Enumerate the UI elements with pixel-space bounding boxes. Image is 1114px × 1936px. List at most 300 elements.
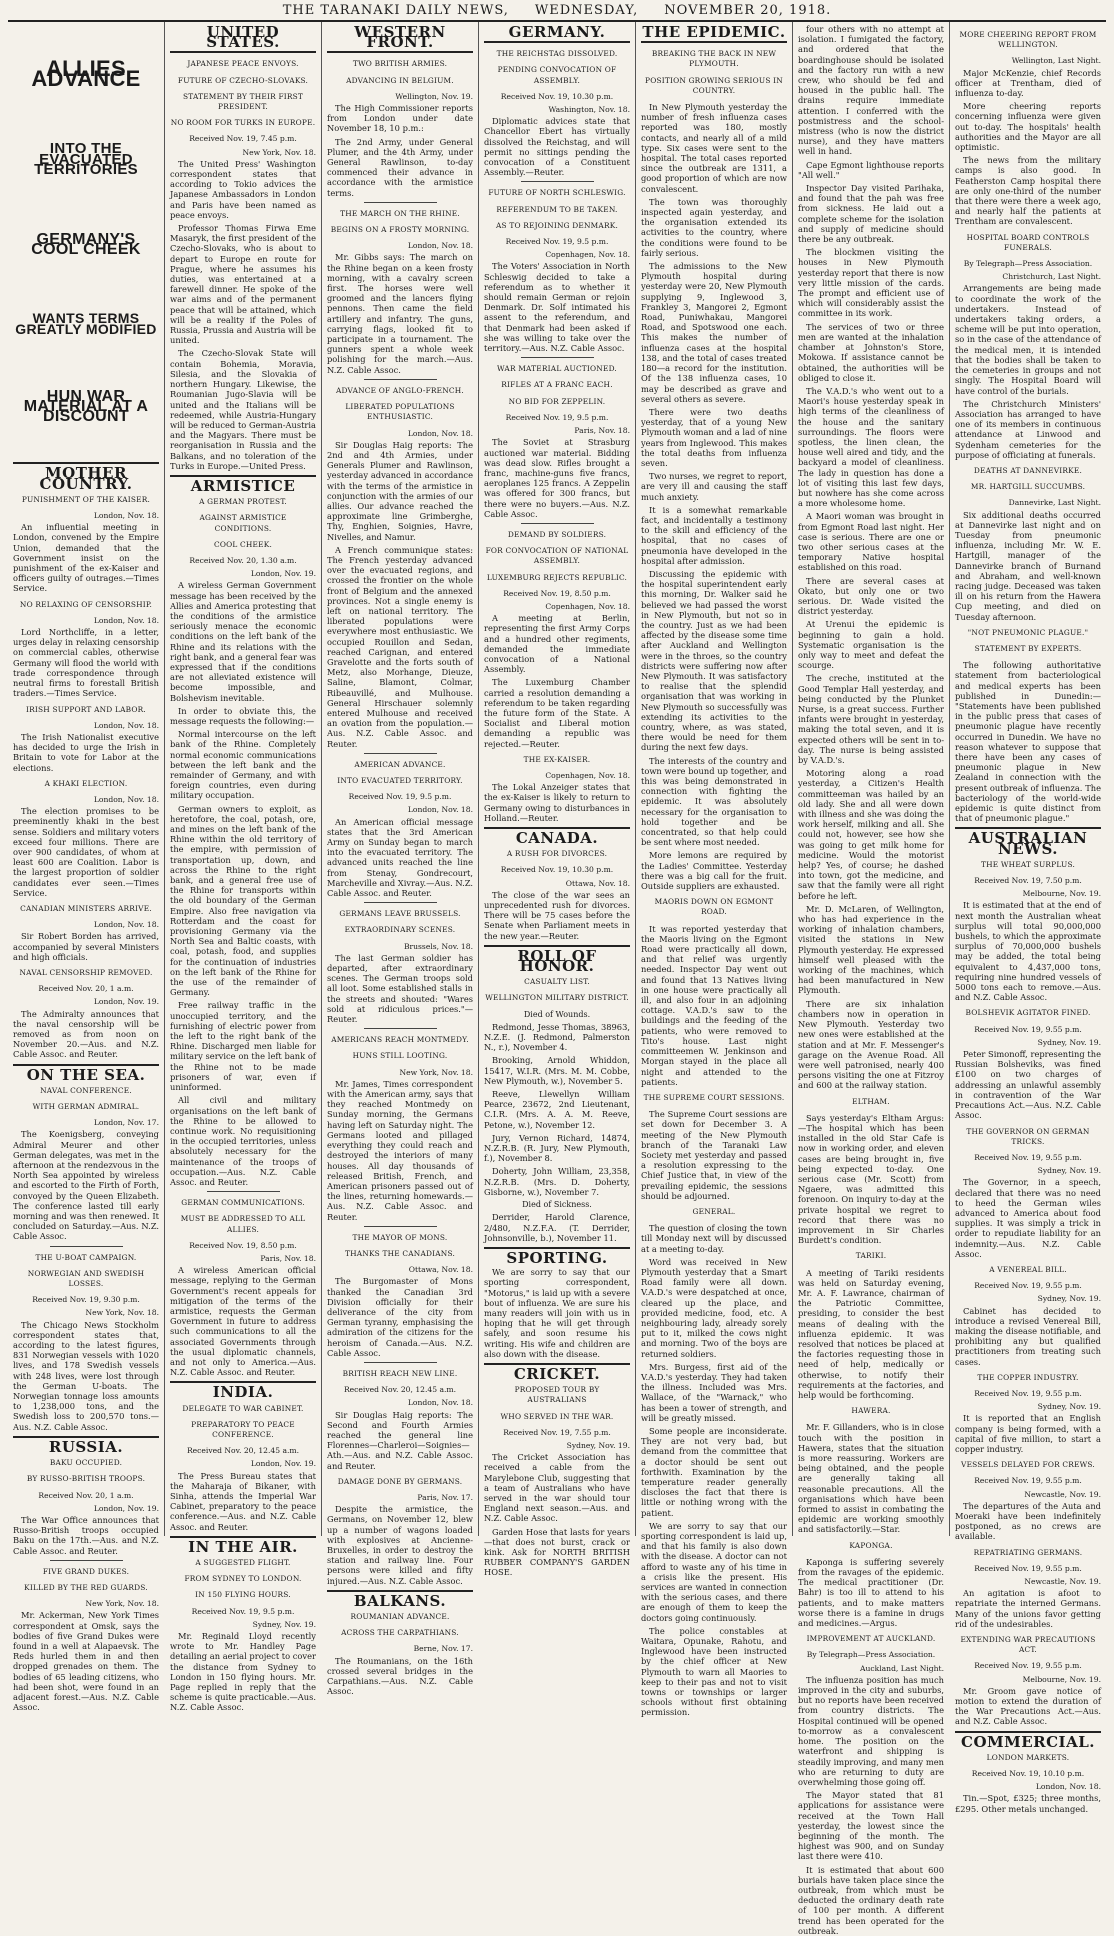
article-paragraph: All civil and military organisations on the left bank of the Rhine to be allowed to continue work. No requisitioning in the occupied territories, unless absolutely necessary for the maintenance of the troops of occupation.—Aus. N.Z. Cable Assoc. and Reuter. [170, 1095, 316, 1187]
article-paragraph: Discussing the epidemic with the hospital superintendent early this morning, Dr. Walker said he believed we had passed the worst in New Plymouth, but not so in the country. Just as we had been affected by the disease some time after Auckland and Wellington were in the throes, so the country districts were suffering now after New Plymouth. It was satisfactory to realise that the splendid organisation that was working in New Plymouth so successfully was extending its activities to the country, where, as was stated, there would be need for them during the next few days. [641, 568, 787, 753]
article-paragraph: Mr. F. Gillanders, who is in close touch with the position in Hawera, states that the situation is more reassuring. Workers are being obtained, and the people are generally taking all reasonable precautions. All the organisations which have been formed to assist in combating the epidemic are working smoothly and satisfactorily.—Star. [798, 1422, 944, 1535]
subheading: DEATHS AT DANNEVIRKE. [973, 465, 1083, 475]
subheading: POSITION GROWING SERIOUS IN COUNTRY. [645, 75, 783, 95]
subheading: INTO EVACUATED TERRITORY. [337, 776, 463, 785]
article-paragraph: Free railway traffic in the unoccupied territory, and the furnishing of electric power from the left to the right bank of the Rhine. Discharged men liable for military service on the left bank of the Rhine not to be made prisoners of war, even if uninformed. [170, 1000, 316, 1093]
divider [50, 1560, 123, 1561]
subheading: STATEMENT BY THEIR FIRST PRESIDENT. [182, 91, 304, 112]
article-paragraph: In New Plymouth yesterday the number of fresh influenza cases reported was 180, mostly contacts, and nearly all of a mild type. Six cases were sent to the hospital. The total cases reported since the outbreak are 1311, a good proportion of which are now convalescent. [641, 102, 787, 194]
subheading: REFERENDUM TO BE TAKEN. [496, 204, 618, 214]
divider [327, 51, 473, 53]
dateline: London, Nov. 18. [1035, 1782, 1101, 1792]
article-paragraph: The Supreme Court sessions are set down for December 3. A meeting of the New Plymouth branch of the Taranaki Law Society met yesterday and passed a resolution expressing to the Chief Justice that, in view of the prevailing epidemic, the sessions should be adjourned. [641, 1109, 787, 1201]
dateline: Sydney, Nov. 19. [252, 1619, 316, 1629]
dateline: Copenhagen, Nov. 18. [545, 250, 630, 260]
article-paragraph: At Urenui the epidemic is beginning to gain a hold. Systematic organisation is the only way to meet and defeat the scourge. [798, 619, 944, 671]
article-paragraph: An influential meeting in London, convened by the Empire Union, demanded that the Government insist on the punishment of the ex-Kaiser and officers guilty of outrages.—Times Service. [13, 522, 159, 594]
subheading: HOSPITAL BOARD CONTROLS FUNERALS. [966, 232, 1090, 252]
article-paragraph: The 2nd Army, under General Plumer, and the 4th Army, under General Rawlinson, to-day commenced their advance in accordance with the armistice terms. [327, 136, 473, 198]
dateline: London, Nov. 19. [93, 997, 159, 1007]
subheading: NAVAL CENSORSHIP REMOVED. [19, 967, 153, 977]
dateline: London, Nov. 18. [407, 1398, 473, 1408]
dateline: London, Nov. 18. [93, 920, 159, 930]
divider [364, 379, 437, 380]
article-paragraph: The blockmen visiting the houses in New Plymouth yesterday report that there is now very little mission of the cards. The prompt and efficient use of which will considerably assist the committee in its work. [798, 247, 944, 319]
subheading: KILLED BY THE RED GUARDS. [24, 1582, 148, 1592]
dateline: Wellington, Nov. 19. [395, 91, 473, 101]
agency-line: By Telegraph—Press Association. [806, 1650, 936, 1660]
dateline: London, Nov. 18. [407, 805, 473, 815]
article-paragraph: There were two deaths yesterday, that of a young New Plymouth woman and a lad of nine years from Inglewood. This makes the total deaths from influenza seven. [641, 406, 787, 468]
divider [364, 1028, 437, 1029]
article-paragraph: Mrs. Burgess, first aid of the V.A.D.'s yesterday. They had taken the illness. Included was Mrs. Wallace, of the "Warnack," who has been a tower of strength, and will be greatly missed. [641, 1361, 787, 1423]
subheading: LONDON MARKETS. [986, 1752, 1070, 1762]
received-line: Received Nov. 19, 9.5 p.m. [348, 792, 452, 802]
subheading: IMPROVEMENT AT AUCKLAND. [806, 1634, 936, 1644]
subheading: BY RUSSO-BRITISH TROOPS. [26, 1474, 146, 1484]
divider [364, 202, 437, 203]
article-paragraph: The Koenigsberg, conveying Admiral Meurer and other German delegates, was met in the afternoon at the rendezvous in the North Sea appointed by wireless and escorted to the Firth of Forth, convoyed by the Queen Elizabeth. The conference lasted till early morning and was then renewed. It concluded on Saturday.—Aus. N.Z. Cable Assoc. [13, 1129, 159, 1242]
column-4 [479, 22, 636, 1578]
subheading: PROPOSED TOUR BY AUSTRALIANS [514, 1385, 600, 1405]
subheading: BREAKING THE BACK IN NEW PLYMOUTH. [651, 49, 777, 69]
subheading: WITH GERMAN ADMIRAL. [32, 1102, 140, 1111]
section-title: BALKANS. [353, 1591, 447, 1610]
section-title: SPORTING. [506, 1248, 608, 1267]
subheading: ADVANCING IN BELGIUM. [346, 75, 454, 85]
divider [521, 181, 594, 182]
subheading: FUTURE OF CZECHO-SLOVAKS. [177, 75, 309, 85]
subheading: REPATRIATING GERMANS. [973, 1547, 1083, 1557]
paper-day: WEDNESDAY, [534, 2, 639, 18]
dateline: Washington, Nov. 18. [548, 105, 630, 115]
casualty-entry: Brooking, Arnold Whiddon, 15417, W.I.R. (Mrs. M. M. Cobbe, New Plymouth, w.), November 5. [484, 1055, 630, 1086]
subheading: WELLINGTON MILITARY DISTRICT. [485, 993, 629, 1003]
divider [364, 902, 437, 903]
dateline: New York, Nov. 18. [85, 1308, 159, 1318]
article-paragraph: Arrangements are being made to coordinate the work of the undertakers. Instead of undertakers taking orders, a scheme will be put into operation, so in the case of the attendance of the medical men, it is intended that the bodies shall be taken to the cemeteries in groups and not singly. The Hospital Board will have control of the burials. [955, 283, 1101, 396]
divider [207, 1191, 280, 1192]
subheading: PENDING CONVOCATION OF ASSEMBLY. [497, 65, 617, 85]
article-paragraph: A meeting of Tariki residents was held on Saturday evening, Mr. A. F. Lawrance, chairman of the Patriotic Committee, presiding, to consider the best means of dealing with the influenza epidemic. It was resolved that notices be placed at the factories requesting those in need of help, medically or otherwise, to notify their requirements at the factories, and help would be forthcoming. [798, 1267, 944, 1400]
received-line: Received Nov. 20, 12.45 a.m. [186, 1446, 300, 1456]
article-paragraph: The news from the military camps is also good. In Featherston Camp hospital there are only one-third of the number that there were there a week ago, and nearly half the patients at Trentham are convalescent. [955, 155, 1101, 227]
subheading: A SUGGESTED FLIGHT. [195, 1558, 291, 1568]
subheading: MAORIS DOWN ON EGMONT ROAD. [654, 897, 774, 917]
received-line: Received Nov. 19, 10.30 p.m. [500, 865, 614, 875]
section-title: THE EPIDEMIC. [642, 23, 786, 41]
article-paragraph: Six additional deaths occurred at Dannevirke last night and on Tuesday from pneumonic influenza, including Mr. W. E. Hartgill, manager of the Dannevirke branch of Burnand and Abraham, and well-known racing judge. Deceased was taken ill on his return from the Hawera Cup meeting, and died on Tuesday afternoon. [955, 509, 1101, 622]
subheading: THE U-BOAT CAMPAIGN. [35, 1252, 137, 1262]
subheading: KAPONGA. [849, 1540, 893, 1550]
subheading: BEGINS ON A FROSTY MORNING. [330, 225, 470, 235]
received-line: Received Nov. 19, 9.55 p.m. [974, 1388, 1082, 1398]
article-paragraph: Despite the armistice, the Germans, on November 12, blew up a number of wagons loaded with explosives at Ancienne-Bruxelles, in order to destroy the station and railway line. Four persons were killed and fifty injured.—Aus. N.Z. Cable Assoc. [327, 1504, 473, 1586]
article-paragraph: Kaponga is suffering severely from the ravages of the epidemic. The medical practitioner (Dr. Bahr) is too ill to attend to his patients, and to make matters worse there is a famine in drugs and medicines.—Argus. [798, 1556, 944, 1629]
casualty-entry: Redmond, Jesse Thomas, 38963, N.Z.E. (J. Redmond, Palmerston N., r.), November 4. [484, 1021, 630, 1053]
article-paragraph: The Voters' Association in North Schleswig decided to take a referendum as to whether it should remain German or rejoin Denmark. Dr. Solf intimated his assent to the referendum, and that Denmark had been asked if she was willing to take over the territory.—Aus. N.Z. Cable Assoc. [484, 261, 630, 354]
received-line: Received Nov. 19, 9.5 p.m. [505, 412, 609, 422]
section-title: COMMERCIAL. [961, 1732, 1095, 1751]
subheading: ROUMANIAN ADVANCE. [350, 1612, 450, 1622]
dateline: Dannevirke, Last Night. [1008, 498, 1101, 508]
dateline: Paris, Nov. 17. [417, 1492, 473, 1502]
received-line: Received Nov. 19, 9.55 p.m. [974, 1281, 1082, 1291]
article-paragraph: The Irish Nationalist executive has decided to urge the Irish in Britain to vote for Labor at the elections. [13, 731, 159, 773]
paper-title: THE TARANAKI DAILY NEWS, [282, 2, 509, 18]
received-line: Received Nov. 19, 10.30 p.m. [500, 91, 614, 101]
casualty-entry: Derrider, Harold Clarence, 2/480, N.Z.F.A. (T. Derrider, Johnsonville, b.), November 11. [484, 1212, 630, 1243]
article-paragraph: More lemons are required by the Ladies' Committee. Yesterday there was a big call for the fruit. Outside suppliers are exhausted. [641, 850, 787, 892]
dateline: London, Nov. 19. [250, 1459, 316, 1469]
subheading: THE MAYOR OF MONS. [352, 1232, 448, 1242]
divider [521, 523, 594, 524]
dateline: New York, Nov. 18. [242, 147, 316, 157]
article-paragraph: Sir Douglas Haig reports: The 2nd and 4th Armies, under Generals Plumer and Rawlinson, yesterday advanced in accordance with the terms of the armistice in conjunction with the armies of our allies. Our advance reached the approximate line Grimberghe, Thy, Enghien, Soignies, Havre, Nivelles, and Namur. [327, 439, 473, 542]
dateline: Berne, Nov. 17. [413, 1644, 473, 1654]
subheading: MR. HARTGILL SUCCUMBS. [970, 482, 1086, 492]
dateline: London, Nov. 18. [93, 615, 159, 625]
divider [170, 51, 316, 53]
dateline: London, Nov. 17. [93, 1118, 159, 1128]
article-paragraph: Motoring along a road yesterday, a Citizen's Health committeeman was hailed by an old lady. She and all were down with illness and she was doing the work herself, milking and all. She could not, however, see how she was going to get milk home for medicine. Would the motorist help? Yes, of course; he dashed into town, got the medicine, and saw that the family were all right before he left. [798, 768, 944, 901]
article-paragraph: The services of two or three men are wanted at the inhalation chamber at Johnston's Store, Mokowa. If assistance cannot be obtained, the authorities will be obliged to close it. [798, 321, 944, 383]
section-title: AUSTRALIAN NEWS. [968, 829, 1088, 858]
section-title: RUSSIA. [48, 1437, 124, 1456]
subheading: TWO BRITISH ARMIES. [352, 59, 448, 69]
subheading: NORWEGIAN AND SWEDISH LOSSES. [27, 1268, 145, 1289]
received-line: Received Nov. 19, 7.55 p.m. [503, 1427, 611, 1437]
subheading: RIFLES AT A FRANC EACH. [501, 380, 613, 390]
article-paragraph: The following authoritative statement from bacteriological and medical experts has been published in Dunedin:— "Statements have been published in the public press that cases of pneumonic plague have recently occurred in Dunedin. We have no reason whatever to suppose that there have been any cases of pneumonic plague in New Zealand in connection with the present outbreak of influenza. The bacteriology of the world-wide epidemic is quite distinct from that of pneumonic plague." [955, 660, 1101, 824]
subheading: EXTRAORDINARY SCENES. [344, 925, 456, 935]
section-title: CRICKET. [513, 1364, 601, 1383]
subheading: A RUSH FOR DIVORCES. [506, 849, 608, 859]
subheading: WAR MATERIAL AUCTIONED. [497, 364, 617, 374]
article-paragraph: The election promises to be preeminently khaki in the best sense. Soldiers and military voters exceed four millions. There are over 900 candidates, of whom at least 600 are Coalition. Labor is the largest proportion of soldier candidates ever seen.—Times Service. [13, 806, 159, 898]
dateline: Ottawa, Nov. 18. [408, 1265, 473, 1275]
article-paragraph: Major McKenzie, chief Records officer at Trentham, died of influenza to-day. [955, 67, 1101, 99]
subheading: MUST BE ADDRESSED TO ALL ALLIES. [180, 1214, 306, 1234]
article-paragraph: Lord Northcliffe, in a letter, urges delay in relaxing censorship on commercial cables, otherwise Germany will flood the world with trade correspondence through neutral firms to forestall British traders.—Times Service. [13, 627, 159, 699]
received-line: Received Nov. 20, 12.45 a.m. [343, 1385, 457, 1395]
article-paragraph: The Admiralty announces that the naval censorship will be removed as from noon on November 20.—Aus. and N.Z. Cable Assoc. and Reuter. [13, 1008, 159, 1060]
article-paragraph: There are six inhalation chambers now in operation in New Plymouth. Yesterday two new ones were established at the station and at Mr. F. Messenger's garage on the Avenue Road. All were well patronised, nearly 400 persons visiting the one at Fitzroy and 600 at the railway station. [798, 998, 944, 1091]
subheading: HAWERA. [851, 1406, 891, 1416]
article-paragraph: The Chicago News Stockholm correspondent states that, according to the latest figures, 831 Norwegian vessels with 1020 lives, and 178 Swedish vessels with 248 lives, were lost through the German U-boats. The Norwegian tonnage loss amounts to 1,238,000 tons, and the Swedish loss to 200,570 tons.—Aus. N.Z. Cable Assoc. [13, 1319, 159, 1432]
received-line: Received Nov. 19, 8.50 p.m. [503, 588, 611, 598]
article-paragraph: In order to obviate this, the message requests the following:— [170, 705, 316, 726]
article-paragraph: The Cricket Association has received a cable from the Marylebone Club, suggesting that a team of Australians who have served in the war should tour England next season.—Aus. and N.Z. Cable Assoc. [484, 1452, 630, 1524]
received-line: Received Nov. 19, 9.55 p.m. [974, 1024, 1082, 1034]
received-line: Received Nov. 20, 1.30 a.m. [189, 555, 297, 565]
subheading: A VENEREAL BILL. [989, 1264, 1067, 1274]
article-paragraph: The Mayor stated that 81 applications for assistance were received at the Town Hall yesterday, the lowest since the beginning of the month. The highest was 900, and on Sunday last there were 410. [798, 1790, 944, 1862]
dateline: Wellington, Last Night. [1011, 56, 1101, 66]
article-paragraph: Inspector Day visited Parihaka, and found that the pah was free from sickness. He laid out a complete scheme for the isolation and supply of medicine should there be any outbreak. [798, 183, 944, 245]
dateline: Newcastle, Nov. 19. [1024, 1489, 1101, 1499]
article-paragraph: Peter Simonoff, representing the Russian Bolsheviks, was fined £100 on two charges of addressing an unlawful assembly in contravention of the War Precautions Act.—Aus. N.Z. Cable Assoc. [955, 1049, 1101, 1121]
article-paragraph: More cheering reports concerning influenza were given out to-day. The hospitals' health authorities and the Mayor are all optimistic. [955, 101, 1101, 153]
subheading: PREPARATORY TO PEACE CONFERENCE. [191, 1419, 295, 1439]
article-paragraph: A wireless German Government message has been received by the Allies and America protesting that the conditions of the armistice seriously menace the economic conditions on the left bank of the Rhine and its relations with the right bank, and a general fear was expressed that if the conditions are not alleviated existence will become impossible, and Bolshevism inevitable. [170, 580, 316, 703]
headline-evacuated: INTO THE EVACUATED TERRITORIES [34, 140, 138, 178]
dateline: Sydney, Nov. 19. [1037, 1037, 1101, 1047]
subheading: THE COPPER INDUSTRY. [977, 1372, 1079, 1382]
subheading: AMERICAN ADVANCE. [354, 759, 446, 769]
subheading: THE GOVERNOR ON GERMAN TRICKS. [966, 1126, 1090, 1146]
subheading: NO ROOM FOR TURKS IN EUROPE. [170, 118, 316, 128]
article-paragraph: The Burgomaster of Mons thanked the Canadian 3rd Division officially for their deliverance of the city from German tyranny, emphasising the admiration of the citizens for the heroism of Canada.—Aus. N.Z. Cable Assoc. [327, 1276, 473, 1358]
dateline: Sydney, Nov. 19. [1037, 1166, 1101, 1176]
article-paragraph: The Press Bureau states that the Maharaja of Bikaner, with Sinha, attends the Imperial War Cabinet, preparatory to the peace conference.—Aus. and N.Z. Cable Assoc. and Reuter. [170, 1470, 316, 1532]
subheading: PUNISHMENT OF THE KAISER. [21, 494, 151, 504]
subheading: BRITISH REACH NEW LINE. [342, 1368, 458, 1378]
article-paragraph: We are sorry to say that our sporting correspondent, "Motorus," is laid up with a severe bout of influenza. We are sure his many readers will join with us in hoping that he will get through safely, and soon resume his writing. His wife and children are also down with the disease. [484, 1267, 630, 1359]
article-paragraph: The Governor, in a speech, declared that there was no need to heed the German wiles advanced to America about food supplies. It was simply a trick in order to repudiate liability for an indemnity.—Aus. N.Z. Cable Assoc. [955, 1177, 1101, 1259]
article-paragraph: four others with no attempt at isolation. I fumigated the factory, and ordered that the boardinghouse should be isolated and the factory run with a new crew, who should be fed and housed in the public hall. The drains require immediate attention. I conferred with the postmistress and the school-mistress (who is now the district nurse), and they have matters well in hand. [798, 24, 944, 157]
article-paragraph: Mr. D. McLaren, of Wellington, who has had experience in the working of inhalation chambers, visited the stations in New Plymouth yesterday. He expressed himself well pleased with the working of the machines, which had been manufactured in New Plymouth. [798, 903, 944, 996]
received-line: Received Nov. 19, 9.30 p.m. [32, 1295, 140, 1305]
subheading: STATEMENT BY EXPERTS. [974, 643, 1082, 653]
dateline: London, Nov. 18. [407, 428, 473, 438]
article-paragraph: The Luxemburg Chamber carried a resolution demanding a referendum to be taken regarding the future form of the State. A Socialist and Liberal motion demanding a republic was rejected.—Reuter. [484, 677, 630, 749]
subheading: COOL CHEEK. [214, 539, 272, 549]
article-paragraph: The last German soldier has departed, after extraordinary scenes. The German troops sold all loot. Some established stalls in the streets and shouted: "Wares sold at ridiculous prices."—Reuter. [327, 952, 473, 1025]
subheading: THE EX-KAISER. [523, 754, 591, 764]
received-line: Received Nov. 19, 9.5 p.m. [191, 1606, 295, 1616]
dateline: Sydney, Nov. 19. [1037, 1402, 1101, 1412]
article-paragraph: The War Office announces that Russo-British troops occupied Baku on the 17th.—Aus. and N.Z. Cable Assoc. and Reuter. [13, 1514, 159, 1556]
section-title: ROLL OF HONOR. [517, 946, 597, 976]
dateline: Paris, Nov. 18. [574, 426, 630, 436]
article-paragraph: Some people are inconsiderate. They are not very bad, but demand from the committee that a doctor should be sent out forthwith. Examination by the temperature reader generally discloses the fact that there is little or nothing wrong with the patient. [641, 1426, 787, 1518]
subheading: LIBERATED POPULATIONS ENTHUSIASTIC. [345, 402, 455, 422]
subheading: JAPANESE PEACE ENVOYS. [187, 59, 299, 69]
subheading: FIVE GRAND DUKES. [42, 1566, 130, 1576]
headline-allies-advance: ALLIES ADVANCE [31, 56, 141, 92]
dateline: Newcastle, Nov. 19. [1024, 1577, 1101, 1587]
dateline: London, Nov. 19. [93, 1503, 159, 1513]
paper-date: NOVEMBER 20, 1918. [664, 2, 832, 18]
subheading: BOLSHEVIK AGITATOR FINED. [965, 1008, 1091, 1018]
dateline: London, Nov. 18. [93, 720, 159, 730]
article-paragraph: The Czecho-Slovak State will contain Bohemia, Moravia, Silesia, and the Slovakia of northern Hungary. Likewise, the Roumanian Jugo-Slavia will be united and the Italians will be redeemed, while Austria-Hungary will be reduced to German-Austria and the Magyars. There must be reorganisation in Russia and the Balkans, and no toleration of the Turks in Europe.—United Press. [170, 348, 316, 471]
headline-war-material: HUN WAR MATERIAL AT A DISCOUNT [23, 387, 149, 426]
article-paragraph: A Maori woman was brought in from Egmont Road last night. Her case is serious. There are one or two other serious cases at the temporary Native hospital established on this road. [798, 511, 944, 573]
article-paragraph: The Soviet at Strasburg auctioned war material. Bidding was dead slow. Rifles brought a franc, machine-guns five francs, aeroplanes 125 francs. A Zeppelin was offered for 300 francs, but there were no buyers.—Aus. N.Z. Cable Assoc. [484, 437, 630, 519]
subheading: BAKU OCCUPIED. [49, 1458, 123, 1468]
divider [364, 753, 437, 754]
casualty-entry: Reeve, Llewellyn William Pearce, 23672, 2nd Lieutenant, C.I.R. (Mrs. A. A. M. Reeve, Petone, w.), November 12. [484, 1089, 630, 1130]
article-paragraph: An agitation is afoot to repatriate the interned Germans. Many of the unions favor getting rid of the undesirables. [955, 1588, 1101, 1629]
article-paragraph: Says yesterday's Eltham Argus:—The hospital which has been installed in the old Star Cafe is now in working order, and eleven cases are being brought in, five being expected to-day. One serious case (Mr. Scott) from Ngaere, was admitted this forenoon. On inquiry to-day at the private hospital we regret to record that there was no improvement in Sir Charles Burdett's condition. [798, 1112, 944, 1246]
article-paragraph: The influenza position has much improved in the city and suburbs, but no reports have been received from country districts. The Hospital continued will be opened to-morrow as a convalescent home. The position on the waterfront and shipping is steadily improving, and many men who are returning to duty are overwhelming those going off. [798, 1674, 944, 1787]
section-title: WESTERN FRONT. [354, 23, 446, 52]
article-paragraph: The police constables at Waitara, Opunake, Rahotu, and Inglewood have been instructed by the chief officer at New Plymouth to warn all Maories to keep to their pas and not to visit towns or townships or larger schools without first obtaining permission. [641, 1625, 787, 1718]
article-paragraph: A meeting at Berlin, representing the first Army Corps and a hundred other regiments, demanded the immediate convocation of a National Assembly. [484, 613, 630, 675]
casualty-entry: Jury, Vernon Richard, 14874, N.Z.R.B. (R. Jury, New Plymouth, f.), November 8. [484, 1132, 630, 1164]
subheading: VESSELS DELAYED FOR CREWS. [961, 1460, 1095, 1470]
subheading: NO RELAXING OF CENSORSHIP. [19, 599, 153, 609]
article-paragraph: The creche, instituted at the Good Templar Hall yesterday, and being conducted by the Plunket Nurse, is a great success. Further infants were brought in yesterday, making the total seven, and it is expected others will be sent in to-day. The nurse is being assisted by V.A.D.'s. [798, 673, 944, 766]
section-title: GERMANY. [508, 23, 606, 41]
dateline: Christchurch, Last Night. [1002, 272, 1101, 282]
article-paragraph: Word was received in New Plymouth yesterday that a Smart Road family were all down. V.A.D.'s were despatched at once, cleared up the place, and provided medicine, food, etc. A neighbouring lady, already sorely put to it, milked the cows night and morning. Two of the boys are returned soldiers. [641, 1256, 787, 1359]
subheading: THE WHEAT SURPLUS. [980, 859, 1076, 869]
article-paragraph: A wireless American official message, replying to the German Government's recent appeals for mitigation of the terms of the armistice, requests the German Government in future to address such communications to all the associated Governments through the usual diplomatic channels, and not only to America.—Aus. N.Z. Cable Assoc. and Reuter. [170, 1265, 316, 1378]
subheading: GERMAN COMMUNICATIONS. [181, 1198, 305, 1208]
article-paragraph: It is estimated that at the end of next month the Australian wheat surplus will total 90,000,000 bushels, to which the approximate surplus of 70,000,000 bushels may be added, the total being equivalent to 4,437,000 tons, requiring nine hundred vessels of 5000 tons each to remove.—Aus. and N.Z. Cable Assoc. [955, 900, 1101, 1003]
subheading: GENERAL. [692, 1206, 736, 1216]
subheading: IRISH SUPPORT AND LABOR. [26, 704, 146, 714]
dateline: New York, Nov. 18. [85, 1599, 159, 1609]
casualty-entry: Doherty, John William, 23,358, N.Z.R.B. (Mrs. D. Doherty, Gisborne, w.), November 7. [484, 1166, 630, 1197]
masthead [8, 0, 1106, 22]
article-paragraph: The Lokal Anzeiger states that the ex-Kaiser is likely to return to Germany owing to disturbances in Holland.—Reuter. [484, 782, 630, 823]
subheading: EXTENDING WAR PRECAUTIONS ACT. [960, 1635, 1096, 1655]
subheading: NAVAL CONFERENCE. [40, 1085, 132, 1095]
article-paragraph: Professor Thomas Firwa Eme Masaryk, the first president of the Czecho-Slovaks, who is about to depart to Europe en route for Prague, where he assumes his duties, was entertained at a farewell dinner. He spoke of the war aims and of the permanent peace that will be attained, which will be a reality if the Poles of Russia, Prussia and Austria will be united. [170, 223, 316, 346]
subheading: LUXEMBURG REJECTS REPUBLIC. [486, 572, 628, 582]
subheading: FROM SYDNEY TO LONDON. [184, 1574, 302, 1584]
section-title: IN THE AIR. [188, 1537, 298, 1556]
article-paragraph: Diplomatic advices state that Chancellor Ebert has virtually dissolved the Reichstag, and will permit no sittings pending the convocation of a Constituent Assembly.—Reuter. [484, 116, 630, 178]
received-line: Received Nov. 19, 7.45 p.m. [189, 134, 297, 144]
subheading: THE SUPREME COURT SESSIONS. [643, 1092, 785, 1102]
article-paragraph: Mr. James, Times correspondent with the American army, says that they reached Montmedy on Sunday morning, the Germans having left on Saturday night. The Germans looted and pillaged everything they could reach and destroyed the interiors of many houses. All day thousands of released British, French, and American prisoners passed out of the lines, returning homewards.—Aus. N.Z. Cable Assoc. and Reuter. [327, 1078, 473, 1222]
column-7 [950, 22, 1106, 1814]
subheading: CANADIAN MINISTERS ARRIVE. [20, 903, 152, 913]
subheading: AMERICANS REACH MONTMEDY. [331, 1035, 469, 1045]
received-line: Received Nov. 19, 7.50 p.m. [974, 876, 1082, 886]
dateline: Auckland, Last Night. [860, 1663, 944, 1673]
column-2 [165, 22, 322, 1713]
divider [641, 41, 787, 43]
article-paragraph: Normal intercourse on the left bank of the Rhine. Completely normal economic communications between the left bank and the remainder of Germany, and with foreign countries, even during military occupation. [170, 729, 316, 801]
subheading: A KHAKI ELECTION. [44, 778, 128, 788]
received-line: Received Nov. 19, 8.50 p.m. [189, 1240, 297, 1250]
divider [364, 1362, 437, 1363]
column-1 [8, 22, 165, 1713]
dateline: Paris, Nov. 18. [260, 1253, 316, 1263]
subheading: A GERMAN PROTEST. [199, 497, 287, 507]
divider [521, 357, 594, 358]
section-title: ON THE SEA. [26, 1065, 146, 1084]
received-line: Received Nov. 20, 1 a.m. [38, 984, 134, 994]
subheading: FOR CONVOCATION OF NATIONAL ASSEMBLY. [485, 546, 629, 566]
article-paragraph: The question of closing the town till Monday next will by discussed at a meeting to-day. [641, 1223, 787, 1254]
article-paragraph: Cabinet has decided to introduce a revised Venereal Bill, making the disease notifiable, and prohibiting any but qualified practitioners from treating such cases. [955, 1305, 1101, 1367]
subheading: Died of Wounds. [523, 1009, 591, 1019]
received-line: Received Nov. 19, 9.55 p.m. [974, 1661, 1082, 1671]
article-paragraph: It is estimated that about 600 burials have taken place since the outbreak, from which must be deducted the ordinary death rate of 100 per month. A different trend has been operated for the outbreak. [798, 1864, 944, 1936]
article-paragraph: Mr. Groom gave notice of motion to extend the duration of the War Precautions Act.—Aus. and N.Z. Cable Assoc. [955, 1685, 1101, 1727]
dateline: Melbourne, Nov. 19. [1022, 1674, 1101, 1684]
article-paragraph: The town was thoroughly inspected again yesterday, and the organisation extended its activities to the country, where the conditions were found to be fairly serious. [641, 196, 787, 258]
subheading: ACROSS THE CARPATHIANS. [341, 1628, 459, 1638]
article-paragraph: The admissions to the New Plymouth hospital during yesterday were 20, New Plymouth supplying 9, Inglewood 3, Frankley 3, Mangorei 2, Egmont Road, Puniwhakau, Mangorei Road, and Spotswood one each. This makes the number of influenza cases at the hospital 138, and the total of cases treated 180—a record for the institution. Of the 138 influenza cases, 10 may be described as grave and several others as severe. [641, 261, 787, 404]
section-title: UNITED STATES. [206, 23, 280, 52]
dateline: Copenhagen, Nov. 18. [545, 601, 630, 611]
article-paragraph: Two nurses, we regret to report, are very ill and causing the staff much anxiety. [641, 471, 787, 502]
subheading: AGAINST ARMISTICE CONDITIONS. [199, 513, 287, 533]
article-paragraph: The V.A.D.'s who went out to a Maori's house yesterday speak in high terms of the cleanliness of the house and the sanitary surroundings. The floors were spotless, the linen clean, the house well aired and tidy, and the backyard a model of cleanliness. The lady in question has done a lot of visiting this last few days, but nowhere has she come across a more wholesome home. [798, 385, 944, 509]
headline-wants-terms: WANTS TERMS GREATLY MODIFIED [15, 310, 157, 337]
dateline: Melbourne, Nov. 19. [1022, 889, 1101, 899]
subheading: Died of Sickness. [522, 1200, 592, 1210]
divider [484, 41, 630, 43]
dateline: London, Nov. 18. [93, 794, 159, 804]
dateline: London, Nov. 18. [93, 511, 159, 521]
article-paragraph: Mr. Ackerman, New York Times correspondent at Omsk, says the bodies of five Grand Dukes were found in a well at Alapaevsk. The Reds hurled them in and then dropped grenades on them. The bodies of 65 leading citizens, who had been shot, were found in an adjacent forest.—Aus. N.Z. Cable Assoc. [13, 1610, 159, 1713]
subheading: ADVANCE OF ANGLO-FRENCH. [336, 385, 464, 395]
received-line: Received Nov. 19, 9.5 p.m. [505, 237, 609, 247]
article-paragraph: The Roumanians, on the 16th crossed several bridges in the Carpathians.—Aus. N.Z. Cable Assoc. [327, 1655, 473, 1697]
subheading: AS TO REJOINING DENMARK. [495, 220, 619, 230]
article-paragraph: It was reported yesterday that the Maoris living on the Egmont Road were practically all down, and that relief was urgently needed. Inspector Day went out and found that 13 Natives living in one house were practically all ill, and also four in an adjoining cottage. V.A.D.'s saw to the buildings and the feeding of the patients, who were removed to Tito's house. Last night committeemen W. Jenkinson and Morgan stayed in the place all night and attended to the patients. [641, 923, 787, 1087]
article-paragraph: Mr. Reginald Lloyd recently wrote to Mr. Handley Page detailing an aerial project to cover the distance from Sydney to London in 150 flying hours. Mr. Page replied in reply that the scheme is quite practicable.—Aus. N.Z. Cable Assoc. [170, 1631, 316, 1713]
advertisement-text: Garden Hose that lasts for years—that does not burst, crack or kink. Ask for NORTH BRITISH RUBBER COMPANY'S GARDEN HOSE. [484, 1526, 630, 1578]
dateline: Brussels, Nov. 18. [403, 941, 473, 951]
subheading: THE MARCH ON THE RHINE. [340, 208, 460, 218]
dateline: London, Nov. 18. [407, 241, 473, 251]
received-line: Received Nov. 19, 10.10 p.m. [971, 1769, 1085, 1779]
dateline: Sydney, Nov. 19. [566, 1440, 630, 1450]
divider [50, 1246, 123, 1247]
subheading: FUTURE OF NORTH SCHLESWIG. [488, 188, 626, 198]
subheading: MORE CHEERING REPORT FROM WELLINGTON. [959, 30, 1097, 50]
subheading: HUNS STILL LOOTING. [352, 1051, 448, 1061]
section-title: CANADA. [515, 829, 599, 847]
subheading: IN 150 FLYING HOURS. [195, 1590, 291, 1600]
subheading: DEMAND BY SOLDIERS. [507, 529, 607, 539]
subheading: DAMAGE DONE BY GERMANS. [337, 1476, 463, 1486]
column-3 [322, 22, 479, 1697]
article-paragraph: Sir Robert Borden has arrived, accompanied by several Ministers and high officials. [13, 931, 159, 962]
subheading: CASUALTY LIST. [524, 977, 590, 987]
dateline: New York, Nov. 18. [399, 1067, 473, 1077]
subheading: DELEGATE TO WAR CABINET. [182, 1403, 304, 1413]
received-line: Received Nov. 20, 1 a.m. [38, 1490, 134, 1500]
article-paragraph: The departures of the Auta and Moeraki have been indefinitely postponed, as no crews are available. [955, 1500, 1101, 1542]
article-paragraph: There are several cases at Okato, but only one or two serious. Dr. Wade visited the district yesterday. [798, 575, 944, 617]
article-paragraph: The close of the war sees an unprecedented rush for divorces. There will be 75 cases before the Senate when Parliament meets in the new year.—Reuter. [484, 889, 630, 941]
subheading: ELTHAM. [852, 1096, 890, 1106]
section-title: INDIA. [212, 1383, 274, 1402]
subheading: NO BID FOR ZEPPELIN. [508, 396, 606, 406]
article-paragraph: The High Commissioner reports from London under date November 18, 10 p.m.: [327, 103, 473, 134]
subheading: WHO SERVED IN THE WAR. [500, 1411, 614, 1421]
article-paragraph: Tin.—Spot, £325; three months, £295. Other metals unchanged. [955, 1793, 1101, 1814]
subheading: THANKS THE CANADIANS. [344, 1248, 456, 1258]
received-line: Received Nov. 19, 9.55 p.m. [974, 1476, 1082, 1486]
dateline: London, Nov. 19. [250, 569, 316, 579]
article-paragraph: It is a somewhat remarkable fact, and incidentally a testimony to the skill and efficiency of the hospital, that no cases of pneumonia have developed in the hospital after admission. [641, 504, 787, 566]
subheading: "NOT PNEUMONIC PLAGUE." [967, 627, 1089, 637]
article-paragraph: The Christchurch Ministers' Association has arranged to have one of its members in continuous attendance at Linwood and Sydenham cemeteries for the purpose of officiating at funerals. [955, 398, 1101, 460]
article-paragraph: Cape Egmont lighthouse reports "All well." [798, 159, 944, 180]
article-paragraph: Sir Douglas Haig reports: The Second and Fourth Armies reached the general line Florennes—Charleroi—Soignies—Ath.—Aus. and N.Z. Cable Assoc. and Reuter. [327, 1409, 473, 1471]
dateline: Ottawa, Nov. 18. [565, 878, 630, 888]
subheading: THE REICHSTAG DISSOLVED. [496, 49, 618, 59]
received-line: Received Nov. 19, 9.55 p.m. [974, 1563, 1082, 1573]
article-paragraph: German owners to exploit, as heretofore, the coal, potash, ore, and mines on the left bank of the Rhine within the old territory of the empire, with permission of transportation up, down, and across the Rhine to the right bank, and a general free use of the Rhine for transports within the old boundary of the German Empire. Also free navigation via Rotterdam and the coast for provisioning Germany via the North Sea and Baltic coasts, with coal, potash, food, and supplies for the continuation of industries on the left bank of the Rhine for the use of the remainder of Germany. [170, 803, 316, 998]
section-title: ARMISTICE [190, 476, 296, 495]
section-title: MOTHER COUNTRY. [39, 464, 133, 493]
column-5 [636, 22, 793, 1718]
article-paragraph: A French communique states: The French yesterday advanced over the evacuated regions, and crossed the frontier on the whole front of Belgium and the annexed provinces. Not a single enemy is left on national territory. The liberated populations were everywhere most enthusiastic. We occupied Rouillon and Sedan, reached Carignan, and entered Gravelotte and the forts south of Metz, also Morhange, Dieuze, Saline, Blamont, Colmar, Ribeauvillé, and Mulhouse. General Hirschauer solemnly entered Mulhouse and received an ovation from the population.—Aus. N.Z. Cable Assoc. and Reuter. [327, 544, 473, 749]
